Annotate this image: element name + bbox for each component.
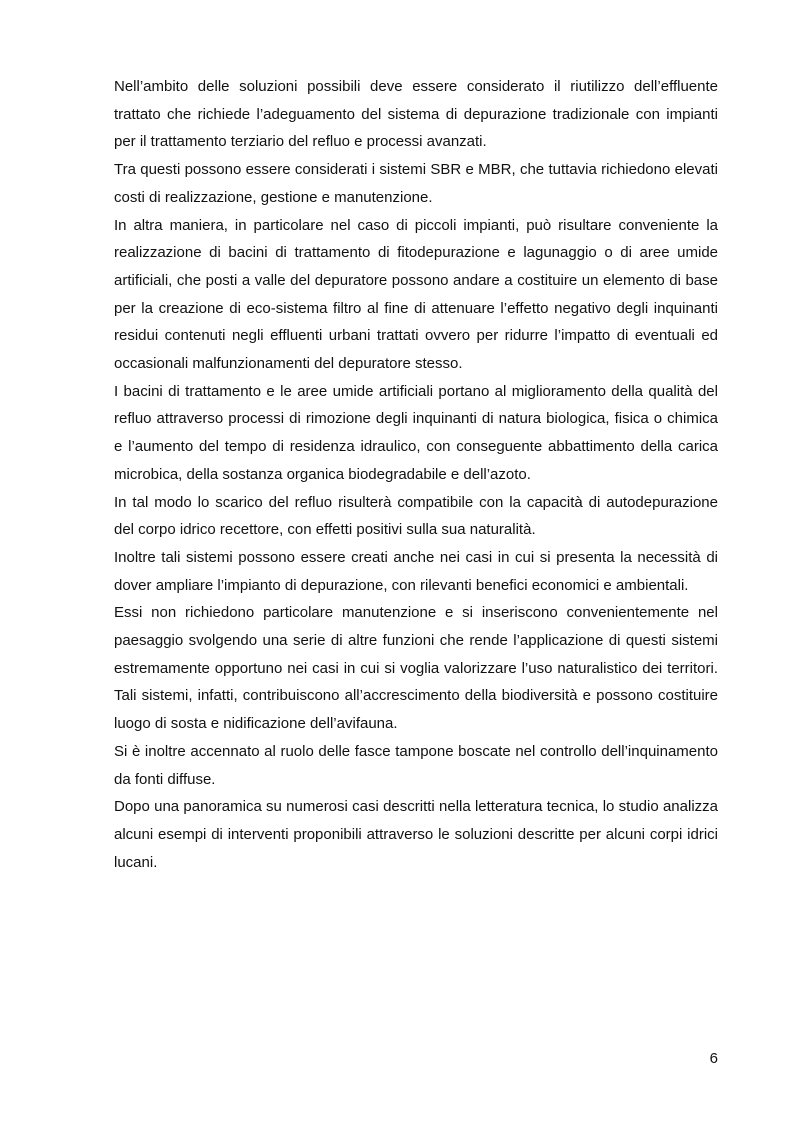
body-text bbox=[114, 73, 718, 876]
paragraph: Essi non richiedono particolare manutenzione e si inseriscono convenientemente nel paesaggio svolgendo una serie di altre funzioni che rende l’applicazione di questi sistemi estremamente opportuno nei casi in cui si voglia valorizzare l’uso naturalistico dei territori. Tali sistemi, infatti, contribuiscono all’accrescimento della biodiversità e possono costituire luogo di sosta e nidificazione dell’avifauna. bbox=[114, 604, 718, 733]
page-number: 6 bbox=[709, 1050, 718, 1067]
paragraph: Si è inoltre accennato al ruolo delle fasce tampone boscate nel controllo dell’inquinamento da fonti diffuse. bbox=[114, 742, 718, 788]
paragraph: Nell’ambito delle soluzioni possibili deve essere considerato il riutilizzo dell’effluente trattato che richiede l’adeguamento del sistema di depurazione tradizionale con impianti per il trattamento terziario del refluo e processi avanzati. bbox=[114, 78, 718, 151]
paragraph: Inoltre tali sistemi possono essere creati anche nei casi in cui si presenta la necessità di dover ampliare l’impianto di depurazione, con rilevanti benefici economici e ambientali. bbox=[114, 548, 718, 594]
paragraph: I bacini di trattamento e le aree umide artificiali portano al miglioramento della qualità del refluo attraverso processi di rimozione degli inquinanti di natura biologica, fisica o chimica e l’aumento del tempo di residenza idraulico, con conseguente abbattimento della carica microbica, della sostanza organica biodegradabile e dell’azoto. bbox=[114, 382, 718, 483]
paragraph: Dopo una panoramica su numerosi casi descritti nella letteratura tecnica, lo studio analizza alcuni esempi di interventi proponibili attraverso le soluzioni descritte per alcuni corpi idrici lucani. bbox=[114, 798, 718, 871]
paragraph: In tal modo lo scarico del refluo risulterà compatibile con la capacità di autodepurazione del corpo idrico recettore, con effetti positivi sulla sua naturalità. bbox=[114, 493, 718, 539]
paragraph: Tra questi possono essere considerati i sistemi SBR e MBR, che tuttavia richiedono elevati costi di realizzazione, gestione e manutenzione. bbox=[114, 161, 718, 206]
paragraph: In altra maniera, in particolare nel caso di piccoli impianti, può risultare conveniente la realizzazione di bacini di trattamento di fitodepurazione e lagunaggio o di aree umide artificiali, che posti a valle del depuratore possono andare a costituire un elemento di base per la creazione di eco-sistema filtro al fine di attenuare l’effetto negativo degli inquinanti residui contenuti negli effluenti urbani trattati ovvero per ridurre l’impatto di eventuali ed occasionali malfunzionamenti del depuratore stesso. bbox=[114, 216, 718, 373]
